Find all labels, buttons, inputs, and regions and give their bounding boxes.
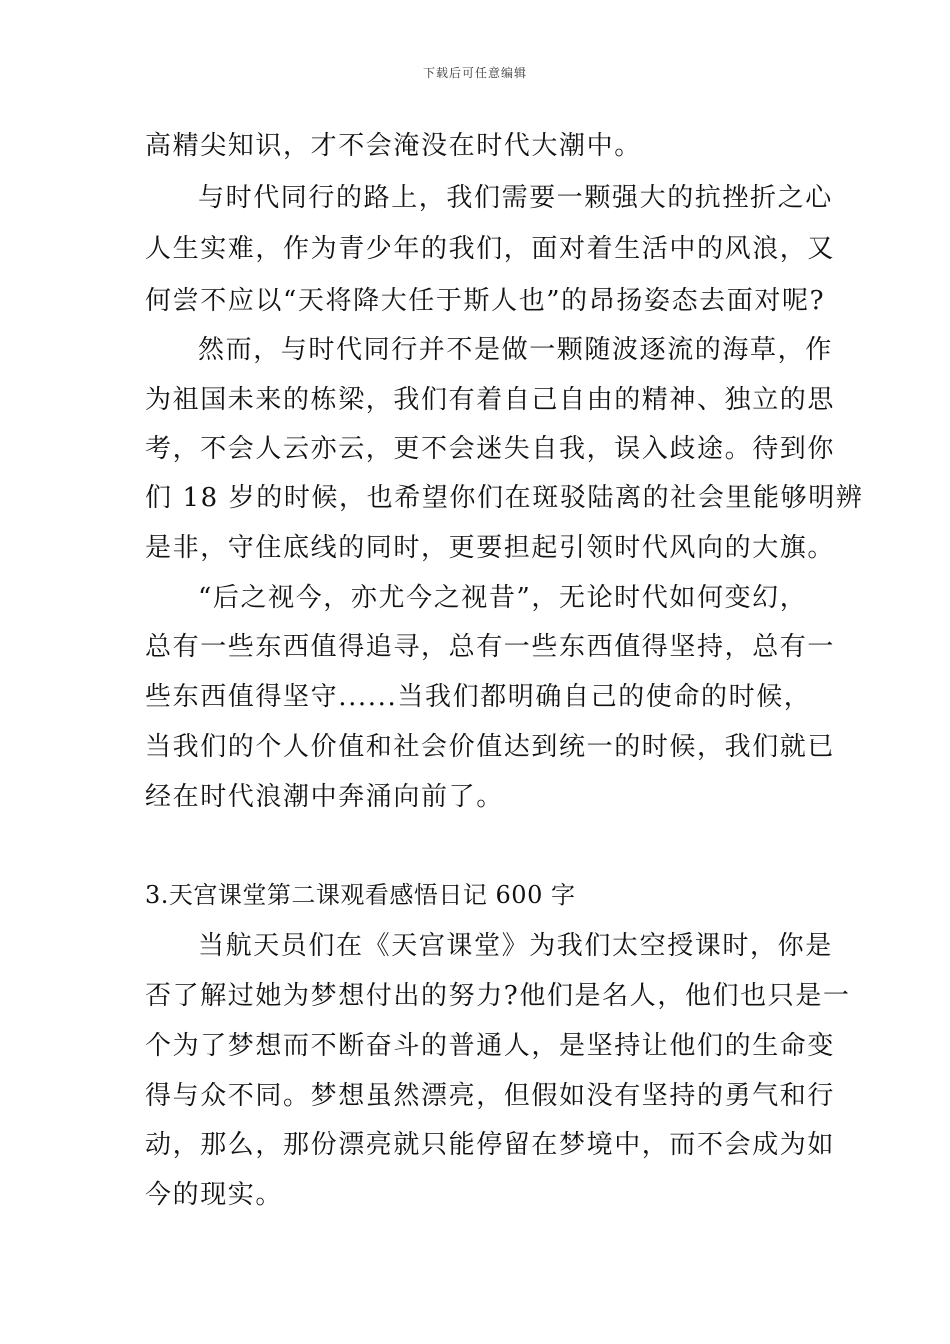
paragraph-line: 当航天员们在《天宫课堂》为我们太空授课时，你是 <box>198 931 833 961</box>
paragraph-line: 人生实难，作为青少年的我们，面对着生活中的风浪，又 <box>145 234 836 264</box>
paragraph-line: 考，不会人云亦云，更不会迷失自我，误入歧途。待到你 <box>145 434 836 464</box>
paragraph-line: 是非，守住底线的同时，更要担起引领时代风向的大旗。 <box>145 533 836 563</box>
paragraph-line: 们 18 岁的时候，也希望你们在斑驳陆离的社会里能够明辨 <box>145 483 864 513</box>
paragraph-line: 否了解过她为梦想付出的努力?他们是名人，他们也只是一 <box>145 981 851 1011</box>
paragraph-line: 得与众不同。梦想虽然漂亮，但假如没有坚持的勇气和行 <box>145 1081 836 1111</box>
section-heading: 3.天宫课堂第二课观看感悟日记 600 字 <box>145 881 576 909</box>
paragraph-line: “后之视今，亦尤今之视昔”，无论时代如何变幻， <box>198 583 808 613</box>
paragraph-line: 个为了梦想而不断奋斗的普通人，是坚持让他们的生命变 <box>145 1031 836 1061</box>
paragraph-line: 为祖国未来的栋梁，我们有着自己自由的精神、独立的思 <box>145 385 836 415</box>
paragraph-line: 当我们的个人价值和社会价值达到统一的时候，我们就已 <box>145 732 836 762</box>
paragraph-line: 与时代同行的路上，我们需要一颗强大的抗挫折之心 <box>198 183 833 213</box>
paragraph-line: 总有一些东西值得追寻，总有一些东西值得坚持，总有一 <box>145 632 836 662</box>
page-header: 下载后可任意编辑 <box>422 66 527 80</box>
paragraph-line: 经在时代浪潮中奔涌向前了。 <box>145 782 504 812</box>
paragraph-line: 高精尖知识，才不会淹没在时代大潮中。 <box>145 131 642 161</box>
paragraph-line: 动，那么，那份漂亮就只能停留在梦境中，而不会成为如 <box>145 1130 836 1160</box>
paragraph-line: 今的现实。 <box>145 1180 284 1210</box>
paragraph-line: 何尝不应以“天将降大任于斯人也”的昂扬姿态去面对呢? <box>145 286 826 316</box>
paragraph-line: 然而，与时代同行并不是做一颗随波逐流的海草，作 <box>198 335 833 365</box>
paragraph-line: 些东西值得坚守......当我们都明确自己的使命的时候， <box>145 682 812 712</box>
